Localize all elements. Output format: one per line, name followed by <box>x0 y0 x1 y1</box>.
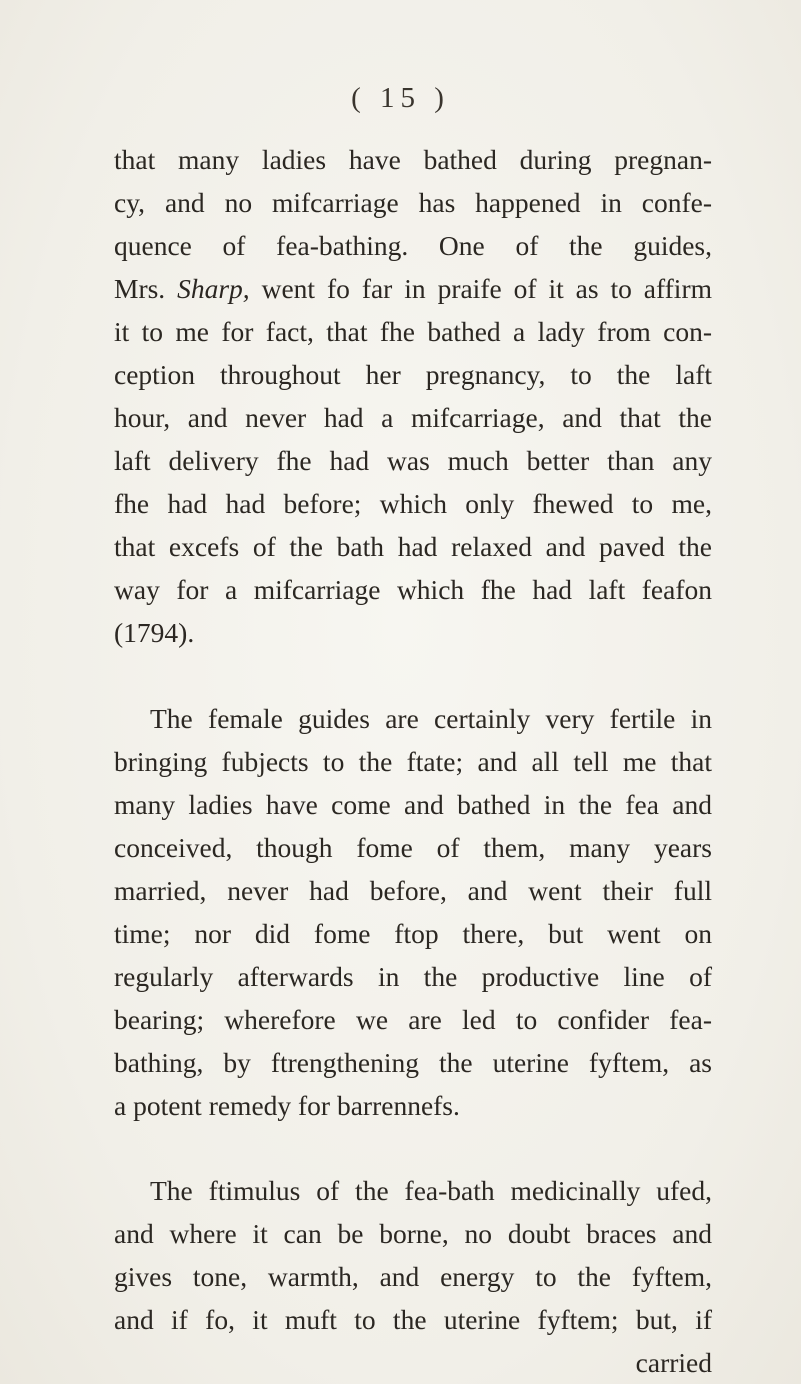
text-line-15: many ladies have come and bathed in the fea and <box>114 789 712 820</box>
text-line-4 <box>114 272 712 306</box>
text-line-6: ception throughout her pregnancy, to the laft <box>114 359 712 390</box>
line4-prefix: Mrs. <box>114 273 166 304</box>
text-line-14: bringing fubjects to the ftate; and all tell me that <box>114 746 712 777</box>
text-line-17: married, never had before, and went their full <box>114 875 712 906</box>
text-line-8: laft delivery fhe had was much better than any <box>114 445 712 476</box>
text-line-22: a potent remedy for barrennefs. <box>114 1090 460 1121</box>
text-line-7: hour, and never had a mifcarriage, and that the <box>114 402 712 433</box>
text-line-11: way for a mifcarriage which fhe had laft feafon <box>114 574 712 605</box>
text-line-24: and where it can be borne, no doubt braces and <box>114 1218 712 1249</box>
page-number: ( 15 ) <box>351 82 450 114</box>
line4-suffix: went fo far in praife of it as to affirm <box>261 273 712 304</box>
text-line-13: The female guides are certainly very fertile in <box>150 703 712 734</box>
text-line-2: cy, and no mifcarriage has happened in confe- <box>114 187 712 218</box>
catchword: carried <box>635 1347 712 1378</box>
text-line-18: time; nor did fome ftop there, but went on <box>114 918 712 949</box>
text-line-16: conceived, though fome of them, many years <box>114 832 712 863</box>
text-line-9: fhe had had before; which only fhewed to me, <box>114 488 712 519</box>
text-line-10: that excefs of the bath had relaxed and paved the <box>114 531 712 562</box>
text-line-25: gives tone, warmth, and energy to the fyftem, <box>114 1261 712 1292</box>
text-line-5: it to me for fact, that fhe bathed a lady from con- <box>114 316 712 347</box>
text-line-19: regularly afterwards in the productive line of <box>114 961 712 992</box>
text-line-3: quence of fea-bathing. One of the guides, <box>114 230 712 261</box>
text-line-23: The ftimulus of the fea-bath medicinally ufed, <box>150 1175 712 1206</box>
text-line-12: (1794). <box>114 617 195 648</box>
text-line-26: and if fo, it muft to the uterine fyftem; but, if <box>114 1304 712 1335</box>
text-line-1: that many ladies have bathed during pregnan- <box>114 144 712 175</box>
text-line-20: bearing; wherefore we are led to confider fea- <box>114 1004 712 1035</box>
text-line-21: bathing, by ftrengthening the uterine fyftem, as <box>114 1047 712 1078</box>
italic-name-sharp: Sharp, <box>177 273 250 304</box>
